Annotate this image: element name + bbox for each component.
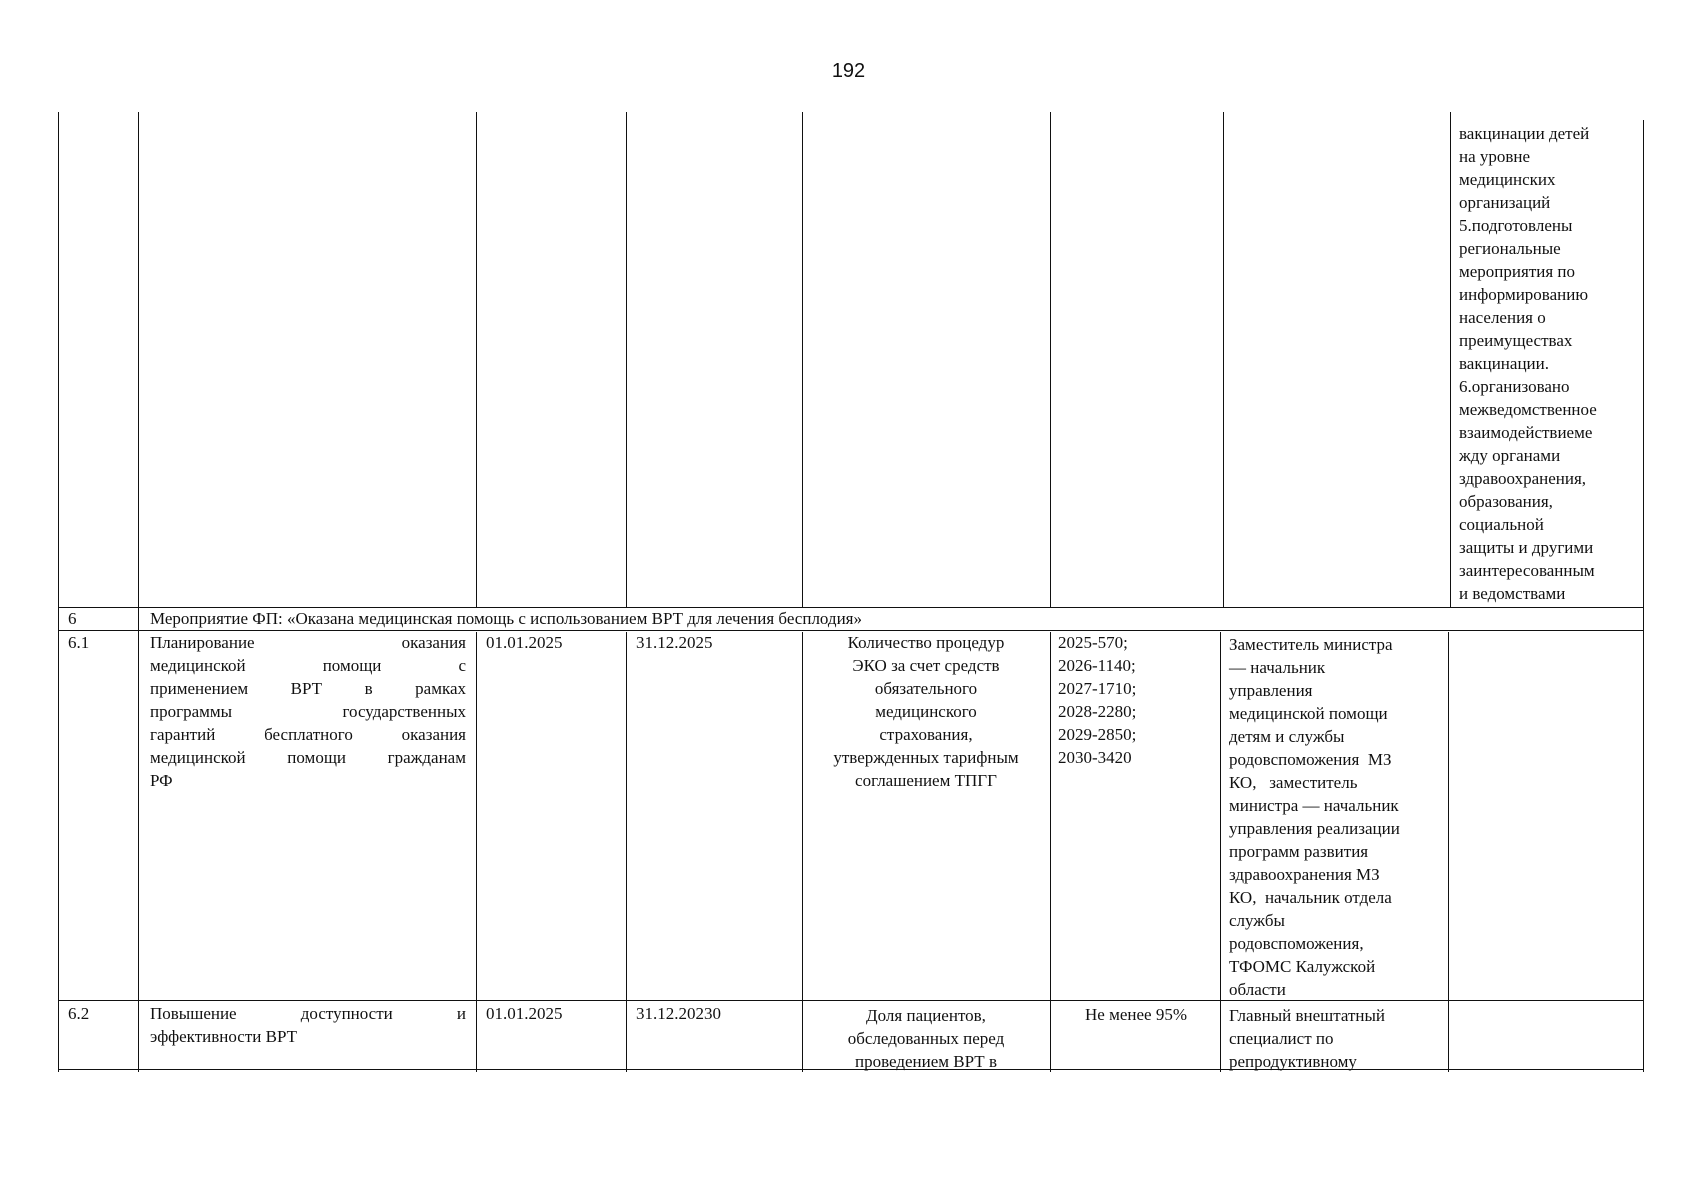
- activity-name-line: Повышение доступности и: [150, 1004, 466, 1023]
- indicator-cell: [804, 631, 1048, 792]
- column-divider-3a: [626, 112, 627, 607]
- indicator-line: обязательного: [874, 679, 978, 698]
- result-line: межведомственное: [1459, 400, 1597, 419]
- continuation-result-cell: [1459, 122, 1641, 605]
- responsible-line: КО, начальник отдела: [1229, 888, 1392, 907]
- activity-name-line: Планирование оказания: [150, 633, 466, 652]
- responsible-cell: [1229, 1004, 1445, 1073]
- activity-name-line: программы государственных: [150, 702, 466, 721]
- indicator-value-line: 2030-3420: [1058, 748, 1132, 767]
- row-number: 6.2: [68, 1004, 90, 1023]
- column-divider-4b: [802, 632, 803, 1072]
- activity-name-line: гарантий бесплатного оказания: [150, 725, 466, 744]
- result-line: медицинских: [1459, 170, 1556, 189]
- start-date: 01.01.2025: [486, 1004, 563, 1023]
- result-line: информированию: [1459, 285, 1589, 304]
- section-title: Мероприятие ФП: «Оказана медицинская помощь с использованием ВРТ для лечения бесплодия»: [150, 609, 862, 628]
- result-line: вакцинации.: [1459, 354, 1549, 373]
- responsible-line: репродуктивному: [1229, 1052, 1357, 1071]
- result-line: образования,: [1459, 492, 1553, 511]
- indicator-value-cell: [1058, 631, 1218, 769]
- result-line: взаимодействиеме: [1459, 423, 1593, 442]
- indicator-line: Количество процедур: [847, 633, 1005, 652]
- result-line: 6.организовано: [1459, 377, 1570, 396]
- page-number: 192: [831, 60, 866, 82]
- result-line: населения о: [1459, 308, 1546, 327]
- activity-name-cell: [150, 631, 466, 792]
- column-divider-7b: [1448, 632, 1449, 1072]
- responsible-line: родовспоможения МЗ: [1229, 750, 1392, 769]
- row-number: 6.1: [68, 633, 90, 652]
- indicator-cell: [804, 1004, 1048, 1073]
- responsible-line: управления реализации: [1229, 819, 1400, 838]
- end-date: 31.12.2025: [636, 633, 713, 652]
- activity-name-line: медицинской помощи гражданам: [150, 748, 466, 767]
- responsible-line: Главный внештатный: [1229, 1006, 1386, 1025]
- result-line: здравоохранения,: [1459, 469, 1587, 488]
- column-divider-3b: [626, 632, 627, 1072]
- result-line: мероприятия по: [1459, 262, 1576, 281]
- indicator-value-line: 2029-2850;: [1058, 725, 1137, 744]
- indicator-value-line: 2027-1710;: [1058, 679, 1137, 698]
- column-divider-5b: [1050, 632, 1051, 1072]
- responsible-line: родовспоможения,: [1229, 934, 1364, 953]
- indicator-value-line: 2025-570;: [1058, 633, 1128, 652]
- result-line: преимуществах: [1459, 331, 1573, 350]
- indicator-line: обследованных перед: [847, 1029, 1005, 1048]
- result-line: организаций: [1459, 193, 1551, 212]
- responsible-cell: [1229, 633, 1445, 1001]
- result-line: заинтересованным: [1459, 561, 1595, 580]
- result-line: и ведомствами: [1459, 584, 1566, 603]
- end-date: 31.12.20230: [636, 1004, 721, 1023]
- result-line: жду органами: [1459, 446, 1561, 465]
- activity-name-line: РФ: [150, 771, 173, 790]
- responsible-line: медицинской помощи: [1229, 704, 1388, 723]
- column-divider-2b: [476, 632, 477, 1072]
- column-divider-6a: [1223, 112, 1224, 607]
- activity-name-line: применением ВРТ в рамках: [150, 679, 466, 698]
- indicator-line: ЭКО за счет средств: [852, 656, 1000, 675]
- column-divider-5a: [1050, 112, 1051, 607]
- indicator-line: соглашением ТПГГ: [855, 771, 997, 790]
- responsible-line: специалист по: [1229, 1029, 1334, 1048]
- column-divider-6b: [1220, 632, 1221, 1072]
- result-line: на уровне: [1459, 147, 1531, 166]
- activity-name-cell: [150, 1002, 466, 1048]
- responsible-line: — начальник: [1229, 658, 1326, 677]
- result-line: региональные: [1459, 239, 1561, 258]
- responsible-line: области: [1229, 980, 1286, 999]
- activity-name-line: эффективности ВРТ: [150, 1027, 297, 1046]
- column-divider-1: [138, 112, 139, 1072]
- responsible-line: здравоохранения МЗ: [1229, 865, 1380, 884]
- table-border-right: [1643, 120, 1644, 1072]
- responsible-line: детям и службы: [1229, 727, 1345, 746]
- indicator-line: утвержденных тарифным: [833, 748, 1019, 767]
- indicator-line: Доля пациентов,: [866, 1006, 986, 1025]
- section-number: 6: [68, 609, 77, 628]
- column-divider-7a: [1450, 112, 1451, 607]
- indicator-value: Не менее 95%: [1085, 1005, 1187, 1024]
- activity-name-line: медицинской помощи с: [150, 656, 466, 675]
- indicator-line: проведением ВРТ в: [855, 1052, 997, 1071]
- column-divider-4a: [802, 112, 803, 607]
- responsible-line: службы: [1229, 911, 1285, 930]
- result-line: вакцинации детей: [1459, 124, 1590, 143]
- result-line: социальной: [1459, 515, 1544, 534]
- result-line: 5.подготовлены: [1459, 216, 1573, 235]
- responsible-line: ТФОМС Калужской: [1229, 957, 1376, 976]
- responsible-line: министра — начальник: [1229, 796, 1399, 815]
- start-date: 01.01.2025: [486, 633, 563, 652]
- column-divider-2a: [476, 112, 477, 607]
- responsible-line: управления: [1229, 681, 1313, 700]
- indicator-line: медицинского: [875, 702, 977, 721]
- responsible-line: КО, заместитель: [1229, 773, 1358, 792]
- table-border-left: [58, 112, 59, 1072]
- indicator-value-line: 2026-1140;: [1058, 656, 1136, 675]
- indicator-value-line: 2028-2280;: [1058, 702, 1137, 721]
- responsible-line: программ развития: [1229, 842, 1369, 861]
- indicator-line: страхования,: [879, 725, 973, 744]
- responsible-line: Заместитель министра: [1229, 635, 1393, 654]
- result-line: защиты и другими: [1459, 538, 1594, 557]
